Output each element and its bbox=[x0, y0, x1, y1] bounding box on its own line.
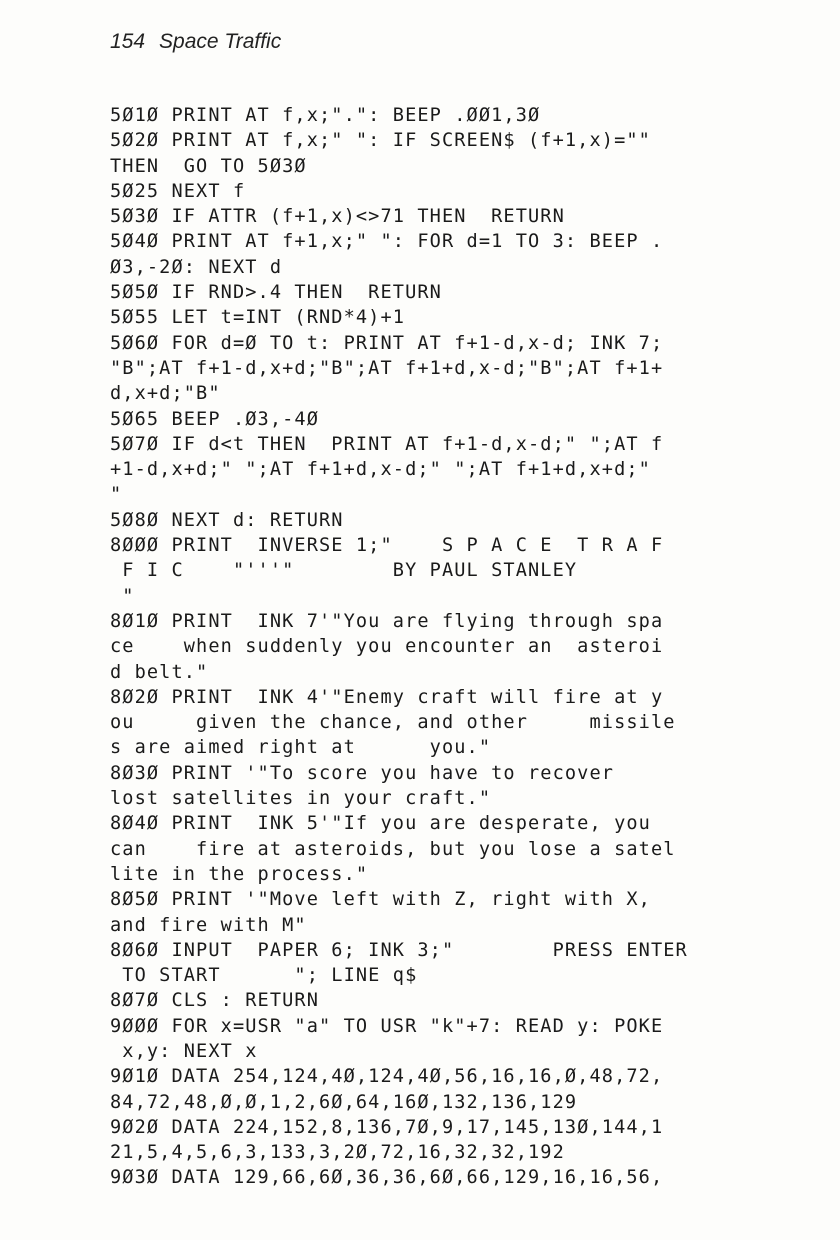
listing-line: 8Ø4Ø PRINT INK 5'"If you are desperate, you bbox=[110, 813, 651, 835]
listing-line: 9Ø1Ø DATA 254,124,4Ø,124,4Ø,56,16,16,Ø,48,72, bbox=[110, 1066, 664, 1088]
listing-line: ce when suddenly you encounter an asteroi bbox=[110, 636, 664, 658]
listing-line: 8Ø6Ø INPUT PAPER 6; INK 3;" PRESS ENTER bbox=[110, 939, 688, 961]
listing-line: ou given the chance, and other missile bbox=[110, 712, 676, 734]
listing-line: 5Ø3Ø IF ATTR (f+1,x)<>71 THEN RETURN bbox=[110, 206, 565, 228]
listing-line: 8Ø1Ø PRINT INK 7'"You are flying through spa bbox=[110, 610, 664, 632]
listing-line: 5Ø8Ø NEXT d: RETURN bbox=[110, 509, 344, 531]
listing-line: and fire with M" bbox=[110, 914, 307, 936]
listing-line: 5Ø7Ø IF d<t THEN PRINT AT f+1-d,x-d;" ";AT f bbox=[110, 433, 664, 455]
listing-line: 5Ø2Ø PRINT AT f,x;" ": IF SCREEN$ (f+1,x)="" bbox=[110, 130, 651, 152]
listing-line: x,y: NEXT x bbox=[110, 1040, 258, 1062]
listing-line: 8ØØØ PRINT INVERSE 1;" S P A C E T R A F bbox=[110, 535, 664, 557]
listing-line: 9ØØØ FOR x=USR "a" TO USR "k"+7: READ y: POKE bbox=[110, 1015, 664, 1037]
listing-line: " bbox=[110, 484, 123, 506]
listing-line: lite in the process." bbox=[110, 863, 369, 885]
listing-line: lost satellites in your craft." bbox=[110, 788, 492, 810]
listing-line: 84,72,48,Ø,Ø,1,2,6Ø,64,16Ø,132,136,129 bbox=[110, 1091, 578, 1113]
listing-line: d,x+d;"B" bbox=[110, 383, 221, 405]
listing-line: 5Ø1Ø PRINT AT f,x;".": BEEP .ØØ1,3Ø bbox=[110, 105, 541, 126]
listing-line: "B";AT f+1-d,x+d;"B";AT f+1+d,x-d;"B";AT f+1+ bbox=[110, 357, 664, 379]
chapter-title: Space Traffic bbox=[159, 30, 282, 53]
listing-line: d belt." bbox=[110, 661, 209, 683]
listing-line: " bbox=[110, 585, 135, 607]
listing-line: +1-d,x+d;" ";AT f+1+d,x-d;" ";AT f+1+d,x+d;" bbox=[110, 459, 651, 481]
running-head bbox=[110, 30, 281, 54]
listing-line: 21,5,4,5,6,3,133,3,2Ø,72,16,32,32,192 bbox=[110, 1142, 565, 1164]
listing-line: 8Ø5Ø PRINT '"Move left with Z, right with X, bbox=[110, 889, 651, 911]
page-number: 154 bbox=[110, 30, 146, 53]
listing-line: 9Ø2Ø DATA 224,152,8,136,7Ø,9,17,145,13Ø,144,1 bbox=[110, 1116, 664, 1138]
listing-line: 5Ø25 NEXT f bbox=[110, 180, 246, 202]
listing-line: 9Ø3Ø DATA 129,66,6Ø,36,36,6Ø,66,129,16,16,56, bbox=[110, 1167, 664, 1189]
listing-line: TO START "; LINE q$ bbox=[110, 965, 418, 987]
listing-line: 5Ø65 BEEP .Ø3,-4Ø bbox=[110, 408, 320, 430]
listing-line: 5Ø55 LET t=INT (RND*4)+1 bbox=[110, 307, 406, 329]
listing-line: F I C "'''" BY PAUL STANLEY bbox=[110, 560, 578, 582]
listing-line: 5Ø5Ø IF RND>.4 THEN RETURN bbox=[110, 282, 442, 304]
listing-line: s are aimed right at you." bbox=[110, 737, 492, 759]
listing-line: 8Ø3Ø PRINT '"To score you have to recover bbox=[110, 762, 615, 784]
listing-line: Ø3,-2Ø: NEXT d bbox=[110, 256, 283, 278]
listing-line: 5Ø6Ø FOR d=Ø TO t: PRINT AT f+1-d,x-d; INK 7; bbox=[110, 332, 664, 354]
basic-program-listing bbox=[110, 103, 760, 1191]
listing-line: 8Ø7Ø CLS : RETURN bbox=[110, 990, 320, 1012]
listing-line: can fire at asteroids, but you lose a satel bbox=[110, 838, 676, 860]
listing-line: 5Ø4Ø PRINT AT f+1,x;" ": FOR d=1 TO 3: BEEP . bbox=[110, 231, 664, 253]
listing-line: THEN GO TO 5Ø3Ø bbox=[110, 155, 307, 177]
listing-line: 8Ø2Ø PRINT INK 4'"Enemy craft will fire at y bbox=[110, 686, 664, 708]
